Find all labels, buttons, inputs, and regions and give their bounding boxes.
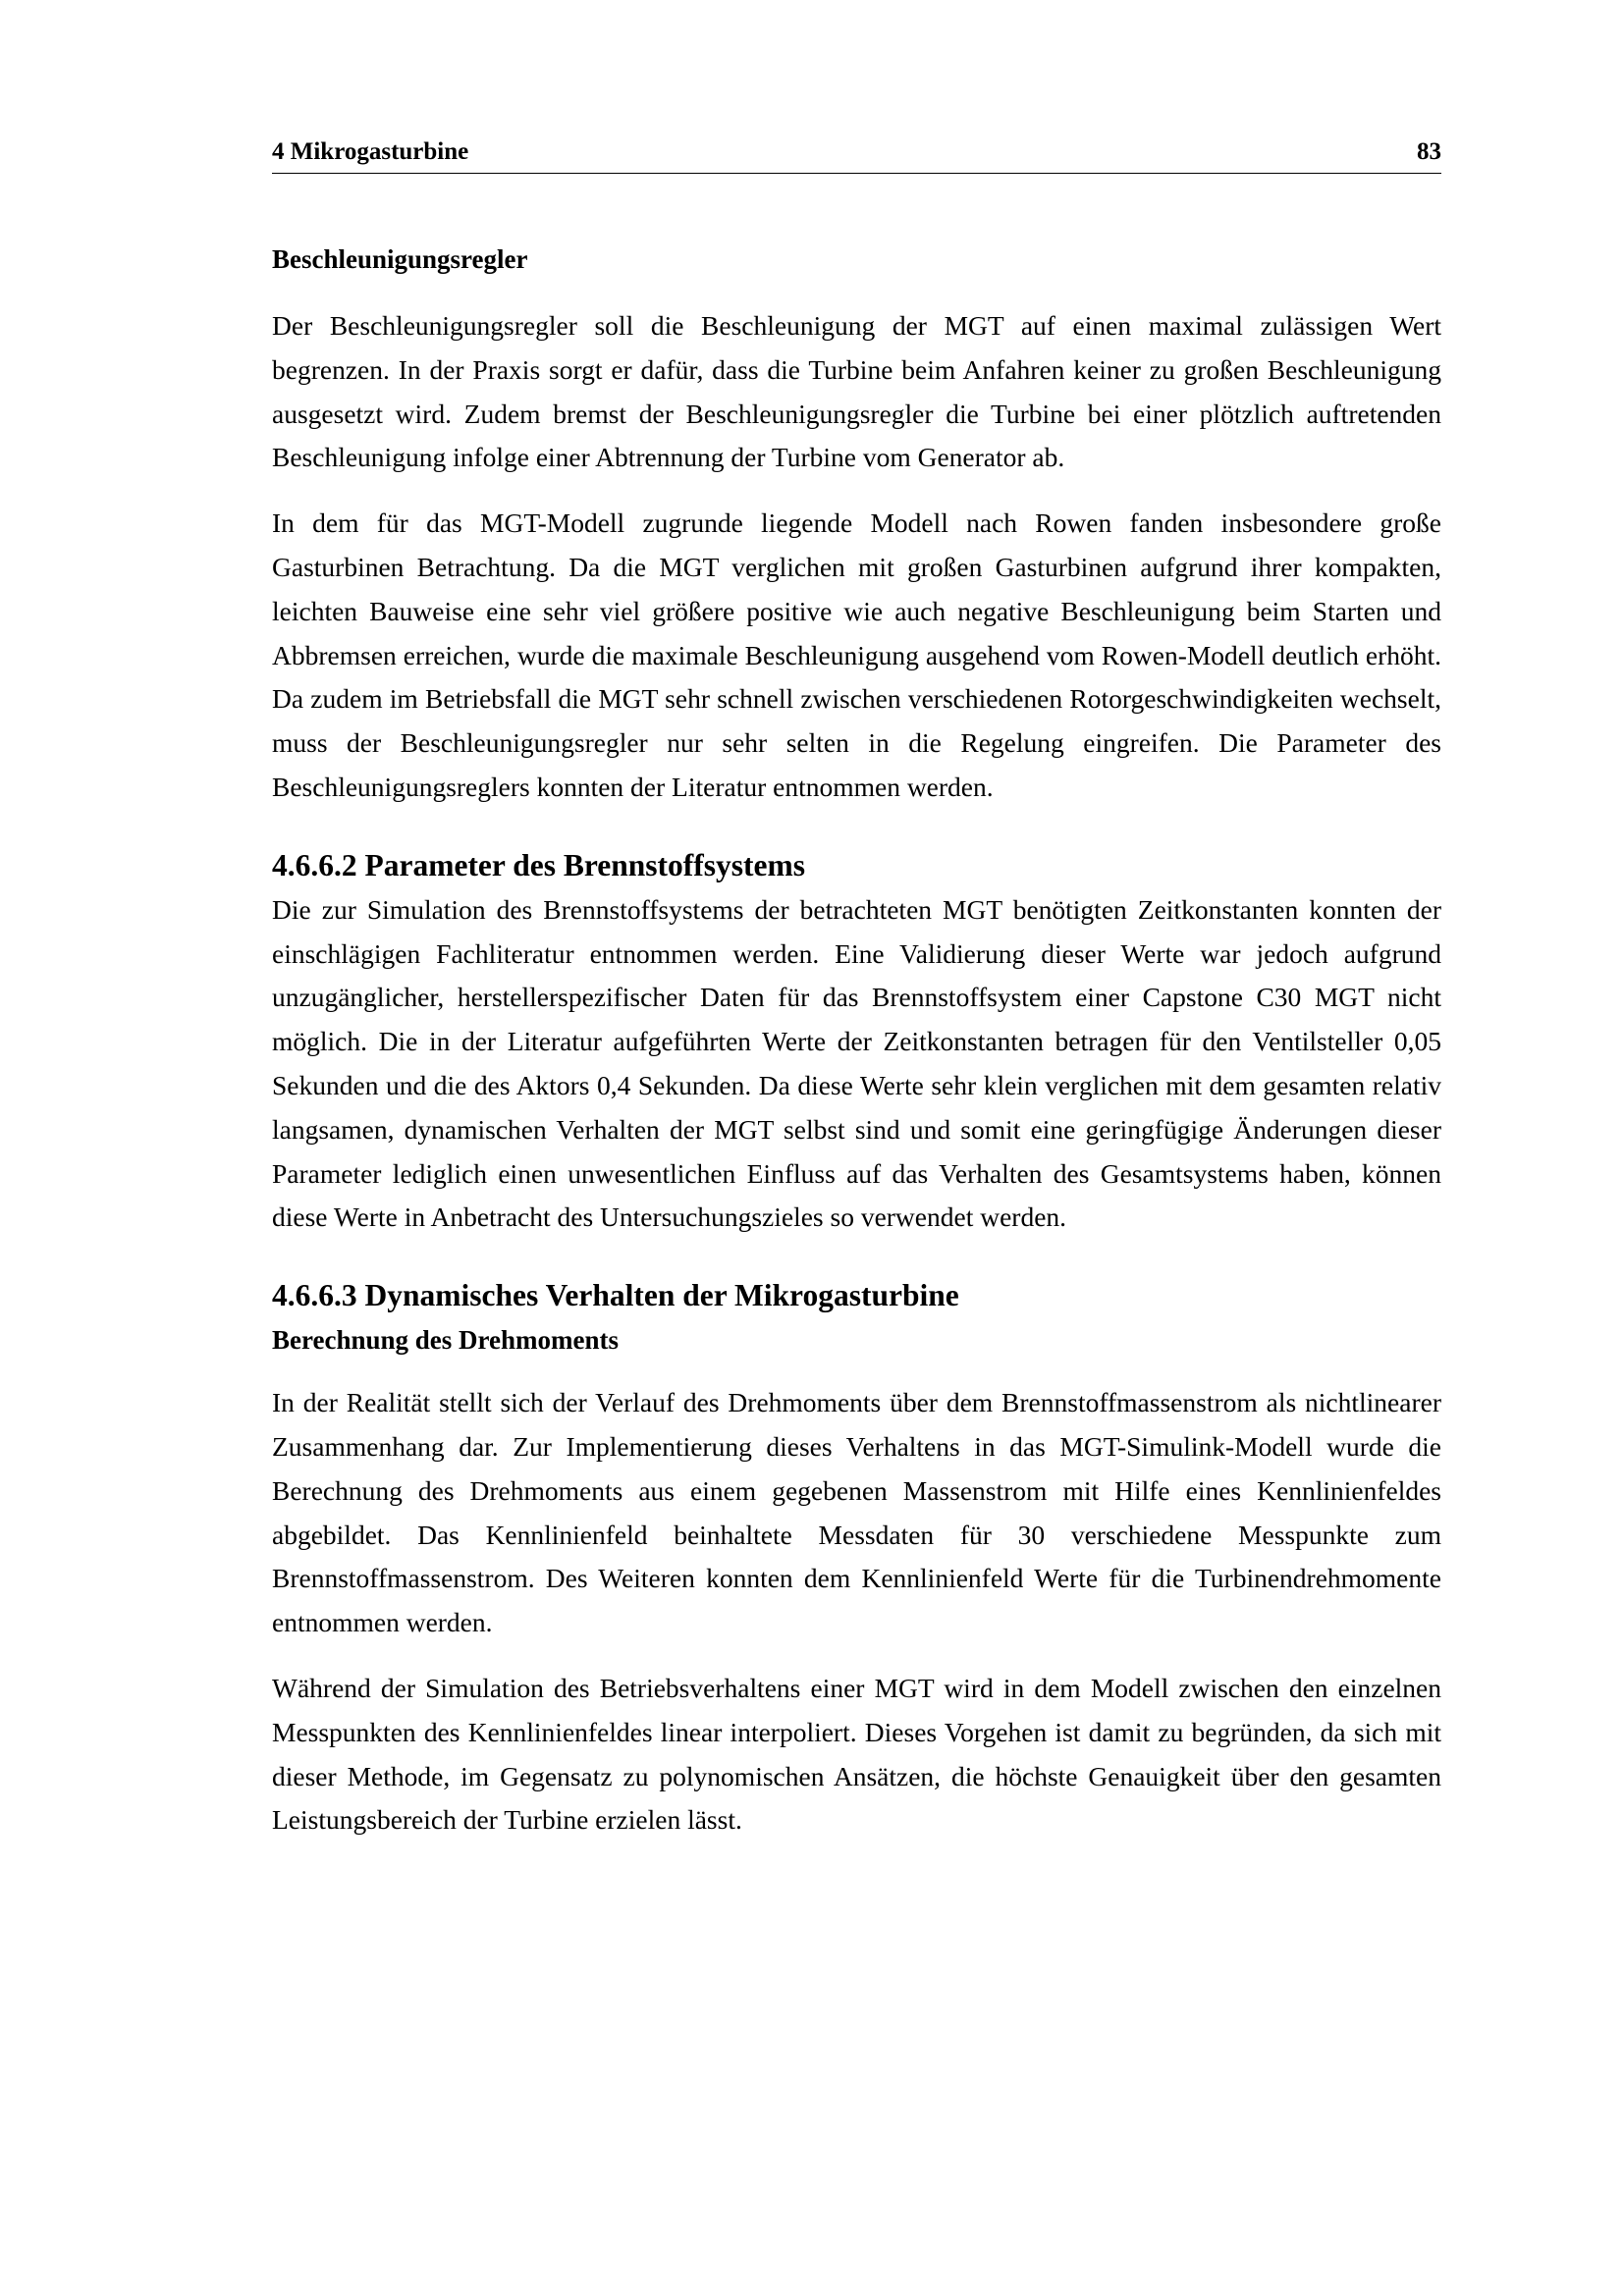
chapter-title: 4 Mikrogasturbine: [272, 138, 469, 165]
torque-calc-heading: Berechnung des Drehmoments: [272, 1325, 620, 1356]
fuel-paragraph-1: Die zur Simulation des Brennstoffsystems der betrachteten MGT benötigten Zeitkonstanten konnten der einschlägigen Fachliteratur entnommen werden. Eine Validierung dieser Werte war jedoch aufgrund unzugänglicher, herstellerspezifischer Daten für das Brennstoffsystem einer Capstone C30 MGT nicht möglich. Die in der Literatur aufgeführten Werte der Zeitkonstanten betragen für den Ventilsteller 0,05 Sekunden und die des Aktors 0,4 Sekunden. Da diese Werte sehr klein verglichen mit dem gesamten relativ langsamen, dynamischen Verhalten der MGT selbst sind und somit eine geringfügige Änderungen dieser Parameter lediglich einen unwesentlichen Einfluss auf das Verhalten des Gesamtsystems haben, können diese Werte in Anbetracht des Untersuchungszieles so verwendet werden.: [272, 893, 1441, 1233]
dynamics-paragraph-2: Während der Simulation des Betriebsverhaltens einer MGT wird in dem Modell zwischen den einzelnen Messpunkten des Kennlinienfeldes linear interpoliert. Dieses Vorgehen ist damit zu begründen, da sich mit dieser Methode, im Gegensatz zu polynomischen Ansätzen, die höchste Genauigkeit über den gesamten Leistungsbereich der Turbine erzielen lässt.: [272, 1672, 1441, 1836]
page-number: 83: [1417, 138, 1441, 165]
page-body: [272, 238, 1441, 1842]
dynamics-paragraph-1: In der Realität stellt sich der Verlauf des Drehmoments über dem Brennstoffmassenstrom als nichtlinearer Zusammenhang dar. Zur Implementierung dieses Verhaltens in das MGT-Simulink-Modell wurde die Berechnung des Drehmoments aus einem gegebenen Massenstrom mit Hilfe eines Kennlinienfeldes abgebildet. Das Kennlinienfeld beinhaltete Messdaten für 30 verschiedene Messpunkte zum Brennstoffmassenstrom. Des Weiteren konnten dem Kennlinienfeld Werte für die Turbinendrehmomente entnommen werden.: [272, 1387, 1441, 1638]
accel-controller-heading: Beschleunigungsregler: [272, 244, 528, 274]
fuel-system-heading: 4.6.6.2 Parameter des Brennstoffsystems: [272, 847, 805, 882]
running-header: [272, 135, 1441, 174]
accel-paragraph-1: Der Beschleunigungsregler soll die Beschleunigung der MGT auf einen maximal zulässigen Wert begrenzen. In der Praxis sorgt er dafür, dass die Turbine beim Anfahren keiner zu großen Beschleunigung ausgesetzt wird. Zudem bremst der Beschleunigungsregler die Turbine bei einer plötzlich auftretenden Beschleunigung infolge einer Abtrennung der Turbine vom Generator ab.: [272, 310, 1441, 473]
dynamics-heading: 4.6.6.3 Dynamisches Verhalten der Mikrogasturbine: [272, 1278, 959, 1313]
accel-paragraph-2: In dem für das MGT-Modell zugrunde liegende Modell nach Rowen fanden insbesondere große Gasturbinen Betrachtung. Da die MGT verglichen mit großen Gasturbinen aufgrund ihrer kompakten, leichten Bauweise eine sehr viel größere positive wie auch negative Beschleunigung beim Starten und Abbremsen erreichen, wurde die maximale Beschleunigung ausgehend vom Rowen-Modell deutlich erhöht. Da zudem im Betriebsfall die MGT sehr schnell zwischen verschiedenen Rotorgeschwindigkeiten wechselt, muss der Beschleunigungsregler nur sehr selten in die Regelung eingreifen. Die Parameter des Beschleunigungsreglers konnten der Literatur entnommen werden.: [272, 507, 1441, 802]
